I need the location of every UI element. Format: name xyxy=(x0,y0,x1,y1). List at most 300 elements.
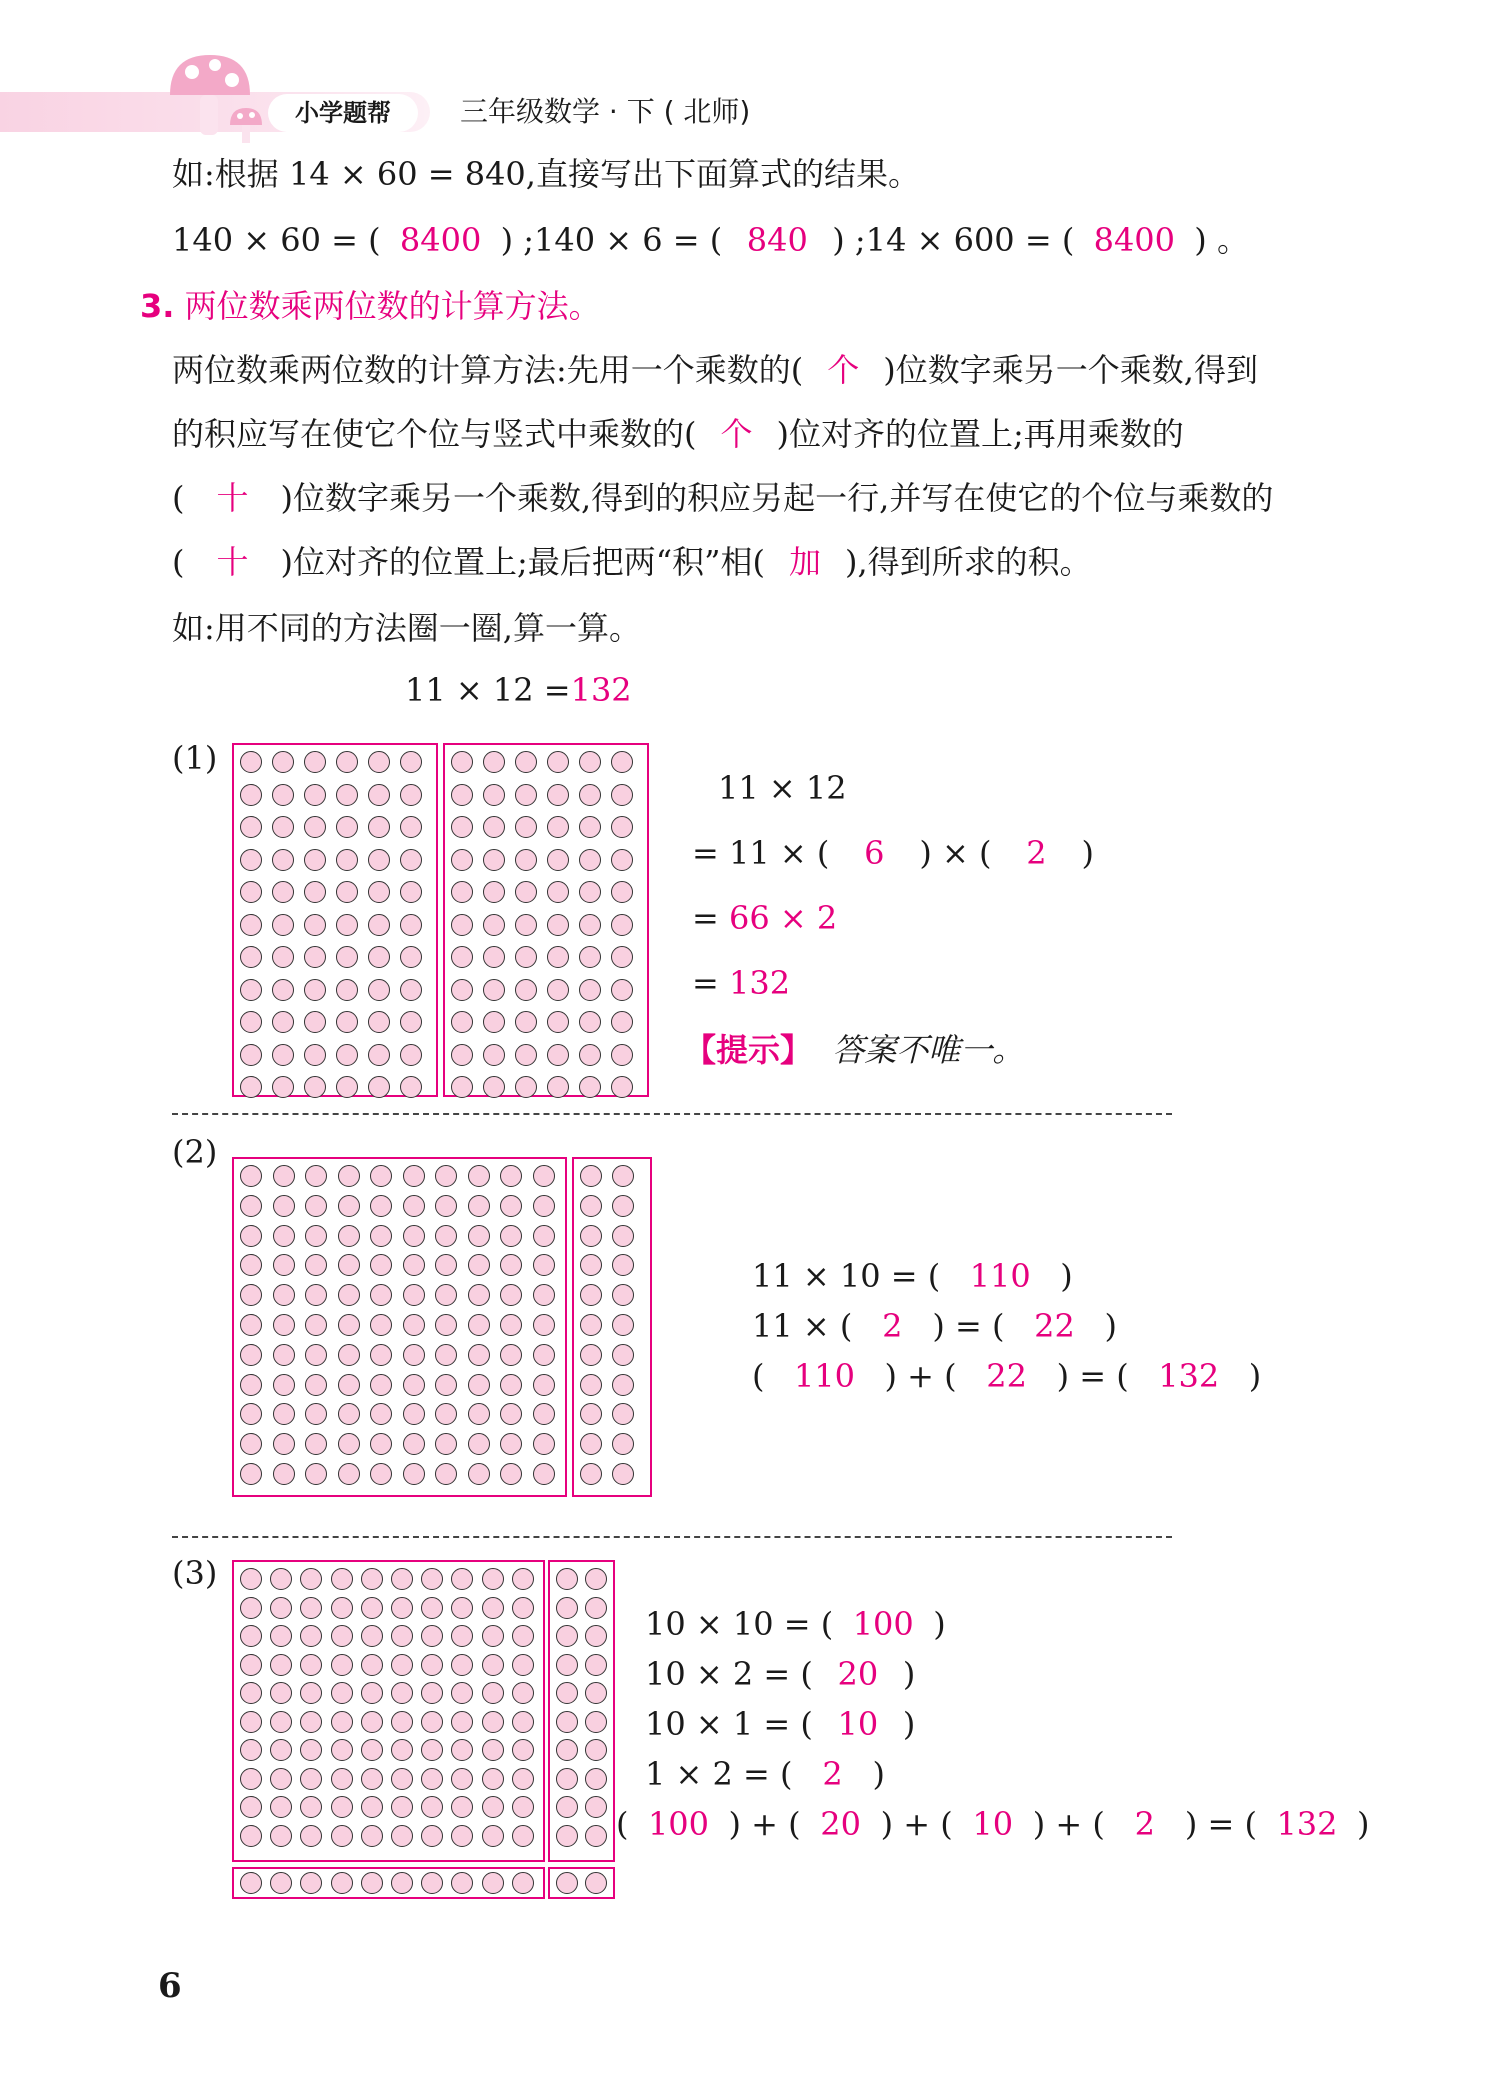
dot xyxy=(451,1044,473,1066)
dot xyxy=(338,1433,360,1455)
dot xyxy=(556,1711,578,1733)
dot xyxy=(611,914,633,936)
dot xyxy=(338,1374,360,1396)
dot xyxy=(547,1011,569,1033)
dot xyxy=(368,914,390,936)
dot xyxy=(336,914,358,936)
dot xyxy=(611,1076,633,1098)
dot xyxy=(468,1344,490,1366)
dot xyxy=(611,881,633,903)
dot xyxy=(304,1011,326,1033)
dot xyxy=(272,979,294,1001)
dot xyxy=(579,784,601,806)
dot xyxy=(611,784,633,806)
method-line-1: 两位数乘两位数的计算方法:先用一个乘数的( 个 )位数字乘另一个乘数,得到 xyxy=(172,351,1258,389)
dot xyxy=(338,1165,360,1187)
dot xyxy=(435,1374,457,1396)
dot xyxy=(515,751,537,773)
dot xyxy=(331,1768,353,1790)
dot xyxy=(270,1654,292,1676)
dot xyxy=(421,1654,443,1676)
dot xyxy=(512,1825,534,1847)
dot xyxy=(300,1872,322,1894)
dot xyxy=(240,751,262,773)
dot xyxy=(361,1768,383,1790)
dot xyxy=(579,849,601,871)
dot xyxy=(240,1374,262,1396)
dot xyxy=(400,751,422,773)
dot xyxy=(512,1682,534,1704)
dot xyxy=(370,1314,392,1336)
section-title: 两位数乘两位数的计算方法。 xyxy=(184,287,601,325)
dot xyxy=(240,1872,262,1894)
dot xyxy=(400,1076,422,1098)
dot xyxy=(273,1284,295,1306)
dot xyxy=(483,1044,505,1066)
dot xyxy=(391,1825,413,1847)
p1-line-4: = 132 xyxy=(692,964,791,1002)
dot xyxy=(331,1739,353,1761)
dot xyxy=(468,1403,490,1425)
answer-8400-a: 8400 xyxy=(399,221,482,259)
series-badge: 小学题帮 xyxy=(268,94,418,132)
blank-tens-2: 十 xyxy=(216,543,249,581)
dot xyxy=(483,946,505,968)
dot xyxy=(451,1872,473,1894)
dot xyxy=(579,914,601,936)
example-line xyxy=(172,220,1249,260)
dot xyxy=(451,849,473,871)
dot xyxy=(331,1711,353,1733)
dot xyxy=(585,1625,607,1647)
dot xyxy=(451,784,473,806)
dot xyxy=(611,1044,633,1066)
dot-grid xyxy=(556,1568,607,1847)
dot xyxy=(304,914,326,936)
dot xyxy=(547,751,569,773)
dot xyxy=(435,1433,457,1455)
dot xyxy=(500,1195,522,1217)
dot xyxy=(304,979,326,1001)
dot xyxy=(400,784,422,806)
dot xyxy=(240,1165,262,1187)
dot xyxy=(585,1825,607,1847)
dot xyxy=(500,1374,522,1396)
dot xyxy=(331,1796,353,1818)
dot xyxy=(336,1076,358,1098)
dot xyxy=(512,1711,534,1733)
dot xyxy=(240,1344,262,1366)
dot xyxy=(305,1165,327,1187)
dot xyxy=(451,1597,473,1619)
dot xyxy=(612,1344,634,1366)
dot xyxy=(500,1284,522,1306)
dot xyxy=(585,1654,607,1676)
dot xyxy=(515,946,537,968)
dot-grid xyxy=(580,1165,634,1485)
dot xyxy=(368,1044,390,1066)
dot xyxy=(331,1682,353,1704)
dot xyxy=(611,946,633,968)
part-3-label: (3) xyxy=(172,1554,218,1592)
p3-row-3: 10 × 1 = ( 10 ) xyxy=(645,1705,916,1743)
dot xyxy=(512,1654,534,1676)
dot xyxy=(336,849,358,871)
dot xyxy=(240,1284,262,1306)
dot xyxy=(612,1195,634,1217)
dot xyxy=(580,1165,602,1187)
dot xyxy=(435,1463,457,1485)
dot xyxy=(300,1625,322,1647)
dot xyxy=(336,979,358,1001)
dot xyxy=(272,849,294,871)
dot xyxy=(512,1597,534,1619)
dot xyxy=(391,1625,413,1647)
dot xyxy=(500,1165,522,1187)
dot xyxy=(612,1225,634,1247)
dot xyxy=(483,1076,505,1098)
dot xyxy=(270,1739,292,1761)
dot xyxy=(273,1433,295,1455)
dot xyxy=(403,1374,425,1396)
dot xyxy=(421,1796,443,1818)
dot xyxy=(270,1625,292,1647)
dot xyxy=(612,1165,634,1187)
p1-line-2: = 11 × ( 6 ) × ( 2 ) xyxy=(692,834,1094,872)
dot xyxy=(370,1225,392,1247)
dot xyxy=(240,1625,262,1647)
dot xyxy=(391,1654,413,1676)
dot xyxy=(611,1011,633,1033)
dot xyxy=(368,979,390,1001)
dot xyxy=(585,1682,607,1704)
dot xyxy=(370,1195,392,1217)
dot xyxy=(391,1711,413,1733)
dot xyxy=(612,1284,634,1306)
dot xyxy=(533,1374,555,1396)
p2-row-2: 11 × ( 2 ) = ( 22 ) xyxy=(752,1307,1117,1345)
dot xyxy=(585,1739,607,1761)
dot xyxy=(451,751,473,773)
dot xyxy=(403,1254,425,1276)
dot xyxy=(451,1739,473,1761)
dot xyxy=(273,1195,295,1217)
p3-row-2: 10 × 2 = ( 20 ) xyxy=(645,1655,916,1693)
dot xyxy=(300,1739,322,1761)
dot xyxy=(400,1044,422,1066)
dot xyxy=(547,849,569,871)
dot xyxy=(556,1872,578,1894)
expr-3: ) ;14 × 600 = ( xyxy=(832,221,1075,259)
blank-add: 加 xyxy=(788,543,821,581)
dot xyxy=(533,1433,555,1455)
dot-grid xyxy=(556,1872,607,1894)
dot xyxy=(270,1597,292,1619)
dot xyxy=(391,1597,413,1619)
dot xyxy=(240,816,262,838)
dot xyxy=(391,1568,413,1590)
tip xyxy=(684,1030,1024,1070)
dot xyxy=(482,1872,504,1894)
blank-ones-2: 个 xyxy=(720,415,753,453)
dot xyxy=(451,1625,473,1647)
dot xyxy=(300,1711,322,1733)
dot xyxy=(361,1739,383,1761)
dot xyxy=(421,1768,443,1790)
dot xyxy=(435,1403,457,1425)
dot xyxy=(361,1711,383,1733)
dot xyxy=(611,849,633,871)
dot xyxy=(468,1254,490,1276)
dot xyxy=(580,1314,602,1336)
dot xyxy=(270,1711,292,1733)
dot xyxy=(331,1825,353,1847)
dot xyxy=(370,1433,392,1455)
dot xyxy=(272,914,294,936)
dot xyxy=(331,1625,353,1647)
dot xyxy=(304,946,326,968)
dot xyxy=(556,1625,578,1647)
dot xyxy=(338,1403,360,1425)
dot xyxy=(483,914,505,936)
dot xyxy=(468,1165,490,1187)
dot-grid xyxy=(240,1872,534,1894)
dot xyxy=(580,1403,602,1425)
dot xyxy=(400,849,422,871)
dot xyxy=(451,1711,473,1733)
dot xyxy=(361,1682,383,1704)
dot-group-3d xyxy=(548,1867,615,1899)
dot xyxy=(361,1872,383,1894)
dot xyxy=(273,1344,295,1366)
dot xyxy=(612,1314,634,1336)
dot xyxy=(556,1682,578,1704)
dot xyxy=(451,979,473,1001)
p3-row-1: 10 × 10 = ( 100 ) xyxy=(645,1605,946,1643)
p2-row-3: ( 110 ) + ( 22 ) = ( 132 ) xyxy=(752,1357,1262,1395)
dot xyxy=(612,1433,634,1455)
dot xyxy=(240,1403,262,1425)
dot xyxy=(579,1044,601,1066)
dot xyxy=(240,1568,262,1590)
dot xyxy=(483,751,505,773)
p2-row-1: 11 × 10 = ( 110 ) xyxy=(752,1257,1073,1295)
dot xyxy=(300,1796,322,1818)
dot xyxy=(515,1011,537,1033)
dot xyxy=(331,1597,353,1619)
dot xyxy=(370,1284,392,1306)
dot xyxy=(556,1768,578,1790)
dot xyxy=(370,1403,392,1425)
dot xyxy=(272,816,294,838)
dot xyxy=(515,784,537,806)
dot xyxy=(336,1044,358,1066)
dot-grid xyxy=(240,1568,534,1847)
dot xyxy=(533,1165,555,1187)
example-2-intro: 如:用不同的方法圈一圈,算一算。 xyxy=(172,609,641,647)
dot xyxy=(338,1463,360,1485)
answer-8400-b: 8400 xyxy=(1093,221,1176,259)
dot xyxy=(547,946,569,968)
dot xyxy=(500,1344,522,1366)
dot xyxy=(611,979,633,1001)
dot xyxy=(483,849,505,871)
dot xyxy=(451,1682,473,1704)
dot-grid xyxy=(240,1165,555,1485)
part-2-label: (2) xyxy=(172,1133,218,1171)
dot xyxy=(368,1076,390,1098)
dot xyxy=(336,816,358,838)
dot xyxy=(400,1011,422,1033)
dot xyxy=(300,1768,322,1790)
dot xyxy=(272,1044,294,1066)
dot xyxy=(500,1433,522,1455)
dot xyxy=(400,881,422,903)
dot xyxy=(580,1254,602,1276)
dot xyxy=(368,849,390,871)
main-answer: 132 xyxy=(570,671,632,709)
dot xyxy=(361,1654,383,1676)
dot xyxy=(240,1463,262,1485)
dot xyxy=(272,946,294,968)
dot-group-2a xyxy=(232,1157,567,1497)
dot xyxy=(240,1654,262,1676)
dot xyxy=(403,1314,425,1336)
dot xyxy=(368,784,390,806)
dot xyxy=(400,914,422,936)
tip-text: 答案不唯一。 xyxy=(832,1031,1025,1069)
dot xyxy=(533,1403,555,1425)
dot xyxy=(579,751,601,773)
dot xyxy=(585,1597,607,1619)
dot xyxy=(533,1225,555,1247)
dot xyxy=(421,1825,443,1847)
dot xyxy=(240,1597,262,1619)
dot xyxy=(612,1374,634,1396)
dot xyxy=(533,1344,555,1366)
dot xyxy=(468,1374,490,1396)
dot xyxy=(500,1314,522,1336)
dot xyxy=(579,979,601,1001)
dot xyxy=(403,1463,425,1485)
dot xyxy=(482,1654,504,1676)
dot xyxy=(435,1344,457,1366)
dot xyxy=(403,1165,425,1187)
dot xyxy=(483,784,505,806)
dot xyxy=(240,914,262,936)
dot xyxy=(272,784,294,806)
dot xyxy=(556,1597,578,1619)
dot-group-3b xyxy=(548,1560,615,1862)
dot xyxy=(305,1403,327,1425)
dot xyxy=(338,1314,360,1336)
p3-sum-row: ( 100 ) + ( 20 ) + ( 10 ) + ( 2 ) = ( 132 ) xyxy=(616,1805,1370,1843)
dot xyxy=(556,1654,578,1676)
dot xyxy=(370,1254,392,1276)
dot xyxy=(300,1682,322,1704)
dot xyxy=(515,816,537,838)
dot xyxy=(515,849,537,871)
p1-answer-2: 2 xyxy=(1026,834,1047,872)
dot xyxy=(580,1374,602,1396)
dot xyxy=(580,1195,602,1217)
dot xyxy=(468,1433,490,1455)
dot xyxy=(403,1433,425,1455)
dot xyxy=(240,1768,262,1790)
dot xyxy=(270,1568,292,1590)
dot xyxy=(512,1625,534,1647)
dot xyxy=(304,816,326,838)
dot xyxy=(580,1284,602,1306)
blank-tens-1: 十 xyxy=(216,479,249,517)
dot xyxy=(305,1374,327,1396)
dot xyxy=(370,1374,392,1396)
dot xyxy=(451,1825,473,1847)
dot xyxy=(468,1463,490,1485)
dot xyxy=(273,1463,295,1485)
dot xyxy=(451,1796,473,1818)
dot xyxy=(338,1284,360,1306)
dot xyxy=(585,1568,607,1590)
dot xyxy=(500,1403,522,1425)
dot xyxy=(368,946,390,968)
dot xyxy=(338,1225,360,1247)
dot xyxy=(533,1284,555,1306)
dot xyxy=(240,946,262,968)
dot xyxy=(331,1568,353,1590)
dot xyxy=(435,1165,457,1187)
dot xyxy=(240,1254,262,1276)
dot xyxy=(612,1463,634,1485)
dot xyxy=(580,1433,602,1455)
dot xyxy=(336,946,358,968)
dot xyxy=(305,1195,327,1217)
dot xyxy=(435,1195,457,1217)
dot xyxy=(336,751,358,773)
dot xyxy=(421,1625,443,1647)
method-line-2: 的积应写在使它个位与竖式中乘数的( 个 )位对齐的位置上;再用乘数的 xyxy=(172,415,1184,453)
dot-group-3a xyxy=(232,1560,545,1862)
example-intro: 如:根据 14 × 60 = 840,直接写出下面算式的结果。 xyxy=(172,155,920,193)
dot xyxy=(579,881,601,903)
dot xyxy=(468,1314,490,1336)
dot xyxy=(240,1225,262,1247)
mushroom-icon xyxy=(160,50,270,150)
dot xyxy=(580,1463,602,1485)
dot xyxy=(435,1314,457,1336)
p3-row-4: 1 × 2 = ( 2 ) xyxy=(645,1755,885,1793)
dot xyxy=(240,784,262,806)
dot xyxy=(547,1044,569,1066)
dot xyxy=(240,1682,262,1704)
dot xyxy=(585,1872,607,1894)
dot xyxy=(579,816,601,838)
dot xyxy=(512,1568,534,1590)
dot xyxy=(451,1768,473,1790)
main-equation: 11 × 12 =132 xyxy=(405,671,632,709)
dot xyxy=(515,914,537,936)
divider-1 xyxy=(172,1113,1172,1115)
dot-grid xyxy=(240,751,422,1098)
dot xyxy=(556,1739,578,1761)
dot xyxy=(483,1011,505,1033)
dot xyxy=(468,1225,490,1247)
dot xyxy=(547,784,569,806)
dot xyxy=(300,1597,322,1619)
dot xyxy=(512,1872,534,1894)
dot xyxy=(547,1076,569,1098)
dot xyxy=(361,1625,383,1647)
